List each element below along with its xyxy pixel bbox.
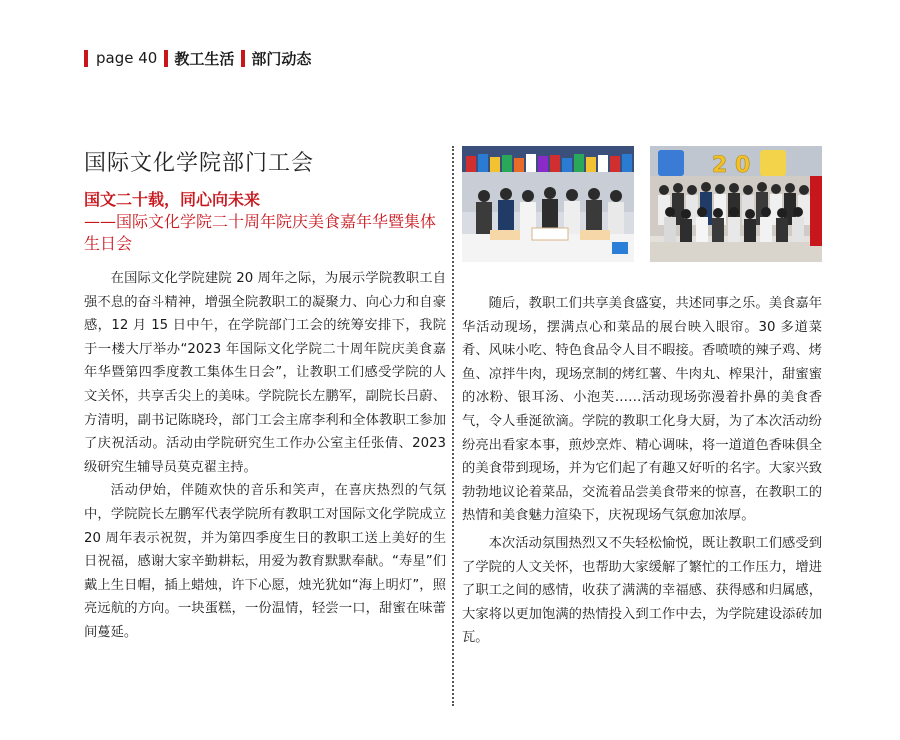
article-subtitle [84,189,446,255]
category-label: 部门动态 [251,49,312,68]
page-number: page 40 [96,49,158,67]
paragraph: 在国际文化学院建院 20 周年之际，为展示学院教职工自强不息的奋斗精神，增强全院教职工的凝聚力、向心力和自豪感，12 月 15 日中午，在学院部门工会的统筹安排下，我院于一楼大厅举办“2023 年国际文化学院二十周年院庆美食嘉年华暨第四季度教工集体生日会”，让教职工们感受学院的人文关怀，共享舌尖上的美味。学院院长左鹏军，副院长吕蔚、方清明，副书记陈晓玲，部门工会主席李利和全体教职工参加了庆祝活动。活动由学院研究生工作办公室主任张倩、2023 级研究生辅导员莫克翟主持。 [84,271,446,475]
subtitle-main: ——国际文化学院二十周年院庆美食嘉年华暨集体生日会 [84,212,437,253]
paragraph: 活动伊始，伴随欢快的音乐和笑声，在喜庆热烈的气氛中，学院院长左鹏军代表学院所有教职工对国际文化学院成立 20 周年表示祝贺，并为第四季度生日的教职工送上美好的生日祝福，感谢大家辛勤耕耘，用爱为教育默默奉献。“寿星”们戴上生日帽，插上蜡烛，许下心愿，烛光犹如“海上明灯”，照亮远航的方向。一块蛋糕，一份温情，轻尝一口，甜蜜在味蕾间蔓延。 [84,483,446,640]
right-column [462,146,822,650]
header-bar-mark [241,50,245,67]
article-title: 国际文化学院部门工会 [84,151,315,176]
paragraph: 随后，教职工们共享美食盛宴，共述同事之乐。美食嘉年华活动现场，摆满点心和菜品的展台映入眼帘。30 多道菜肴、风味小吃、特色食品令人目不暇接。香喷喷的辣子鸡、烤鱼、凉拌牛肉，现场烹制的烤红薯、牛肉丸、榨果汁，甜蜜蜜的冰粉、银耳汤、小泡芙……活动现场弥漫着扑鼻的美食香气，令人垂涎欲滴。学院的教职工化身大厨，为了本次活动纷纷亮出看家本事，煎炒烹炸、精心调味，将一道道色香味俱全的美食带到现场，并为它们起了有趣又好听的名字。大家兴致勃勃地议论着菜品，交流着品尝美食带来的惊喜，在教职工的热情和美食魅力渲染下，庆祝现场气氛愈加浓厚。 [462,296,822,524]
left-column [84,146,446,645]
photo-illustration [650,146,822,262]
photo-illustration [462,146,634,262]
column-divider [452,146,454,706]
header-bar-mark [84,50,88,67]
banner-number: 2 0 [712,153,751,178]
photo-row [462,146,822,262]
page-header [84,46,311,70]
event-photo-birthday [462,146,634,262]
header-bar-mark [164,50,168,67]
paragraph: 本次活动氛围热烈又不失轻松愉悦，既让教职工们感受到了学院的人文关怀，也帮助大家缓解了繁忙的工作压力，增进了职工之间的感情，收获了满满的幸福感、获得感和归属感，大家将以更加饱满的热情投入到工作中去，为学院建设添砖加瓦。 [462,535,822,646]
event-photo-group [650,146,822,262]
subtitle-lead: 国文二十载，同心向未来 [84,190,261,209]
section-label: 教工生活 [174,49,235,68]
